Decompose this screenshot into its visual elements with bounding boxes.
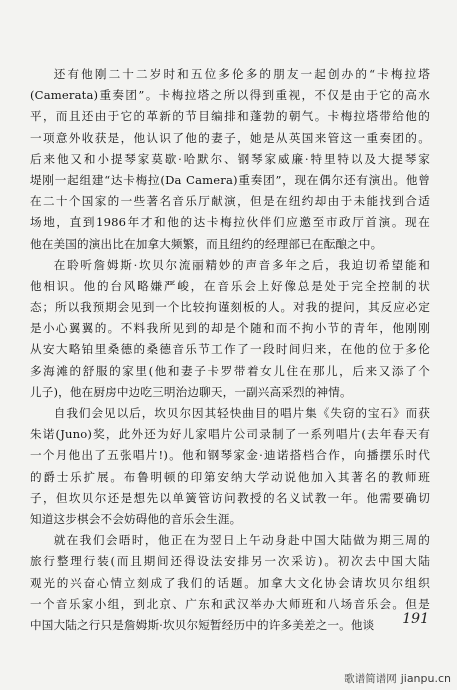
page-number: 191 <box>402 611 429 627</box>
text-line: 他相识。他的台风略嫌严峻，在音乐会上好像总是处于完全控制的状 <box>30 278 430 293</box>
watermark-url: jianpu.cn <box>400 672 451 685</box>
text-line: 旅行整理行装(而且期间还得设法安排另一次采访)。初次去中国大陆 <box>30 554 430 569</box>
watermark <box>344 671 451 686</box>
text-line: 在二十个国家的一些著名音乐厅献演，但是在纽约却由于未能找到合适 <box>30 194 430 209</box>
text-line: 多海滩的舒服的家里(他和妻子卡罗带着女儿住在那儿，后来又添了个 <box>30 363 430 378</box>
paragraph <box>30 530 430 636</box>
text-line: (Camerata)重奏团”。卡梅拉塔之所以得到重视，不仅是由于它的高水 <box>30 88 430 103</box>
text-line: 观光的兴奋心情立刻成了我们的话题。加拿大文化协会请坎贝尔组织 <box>30 575 430 590</box>
text-line: 知道这步棋会不会妨碍他的音乐会生涯。 <box>30 511 242 526</box>
text-line: 从安大略铂里桑德的桑德音乐节工作了一段时间归来，在他的位于多伦 <box>30 342 430 357</box>
paragraph <box>30 64 430 255</box>
paragraph <box>30 403 430 530</box>
text-line: 子，但坎贝尔还是想先以单簧管访问教授的名义试教一年。他需要确切 <box>30 490 430 505</box>
text-line: 态；所以我预期会见到一个比较拘谨刻板的人。对我的提问，其反应必定 <box>30 300 430 315</box>
text-line: 一项意外收获是，他认识了他的妻子，她是从英国来管这一重奏团的。 <box>30 130 430 145</box>
watermark-site-name: 歌谱简谱网 <box>344 673 397 685</box>
text-line: 后来他又和小提琴家莫歇·哈默尔、钢琴家威廉·特里特以及大提琴家 <box>30 151 430 166</box>
body-text <box>30 64 430 636</box>
text-line: 的爵士乐扩展。布鲁明顿的印第安纳大学动说他加入其著名的教师班 <box>30 469 430 484</box>
text-line: 一个月他出了五张唱片!)。他和钢琴家金·迪诺搭档合作，向播摆乐时代 <box>30 448 430 463</box>
text-line: 朱诺(Juno)奖，此外还为好儿家唱片公司录制了一系列唱片(去年春天有 <box>30 427 430 442</box>
text-line: 还有他刚二十二岁时和五位多伦多的朋友一起创办的“卡梅拉塔 <box>53 67 430 81</box>
text-line: 就在我们会晤时，他正在为翌日上午动身赴中国大陆做为期三周的 <box>53 533 430 548</box>
paragraph <box>30 255 430 403</box>
text-line: 一个音乐家小组，到北京、广东和武汉举办大师班和八场音乐会。但是 <box>30 596 430 611</box>
text-line: 堤刚一起组建“达卡梅拉(Da Camera)重奏团”，现在偶尔还有演出。他曾 <box>30 172 430 187</box>
text-line: 他在美国的演出比在加拿大频繁，而且纽约的经理部已在酝酿之中。 <box>30 236 383 251</box>
text-line: 在聆听詹姆斯·坎贝尔流丽精妙的声音多年之后，我迫切希望能和 <box>53 257 430 272</box>
text-line: 平，而且还由于它的革新的节目编排和蓬勃的朝气。卡梅拉塔带给他的 <box>30 109 430 124</box>
text-line: 中国大陆之行只是詹姆斯·坎贝尔短暂经历中的许多美差之一。他谈 <box>30 617 375 632</box>
text-line: 场地，直到1986年才和他的达卡梅拉伙伴们应邀至市政厅首演。现在 <box>30 215 430 230</box>
text-line: 自我们会见以后，坎贝尔因其轻快曲目的唱片集《失窃的宝石》而获 <box>53 406 430 420</box>
text-line: 儿子)，他在厨房中边吃三明治边聊天，一副兴高采烈的神情。 <box>30 384 352 399</box>
text-line: 是小心翼翼的。不料我所见到的却是个随和而不拘小节的青年，他刚刚 <box>30 321 430 336</box>
